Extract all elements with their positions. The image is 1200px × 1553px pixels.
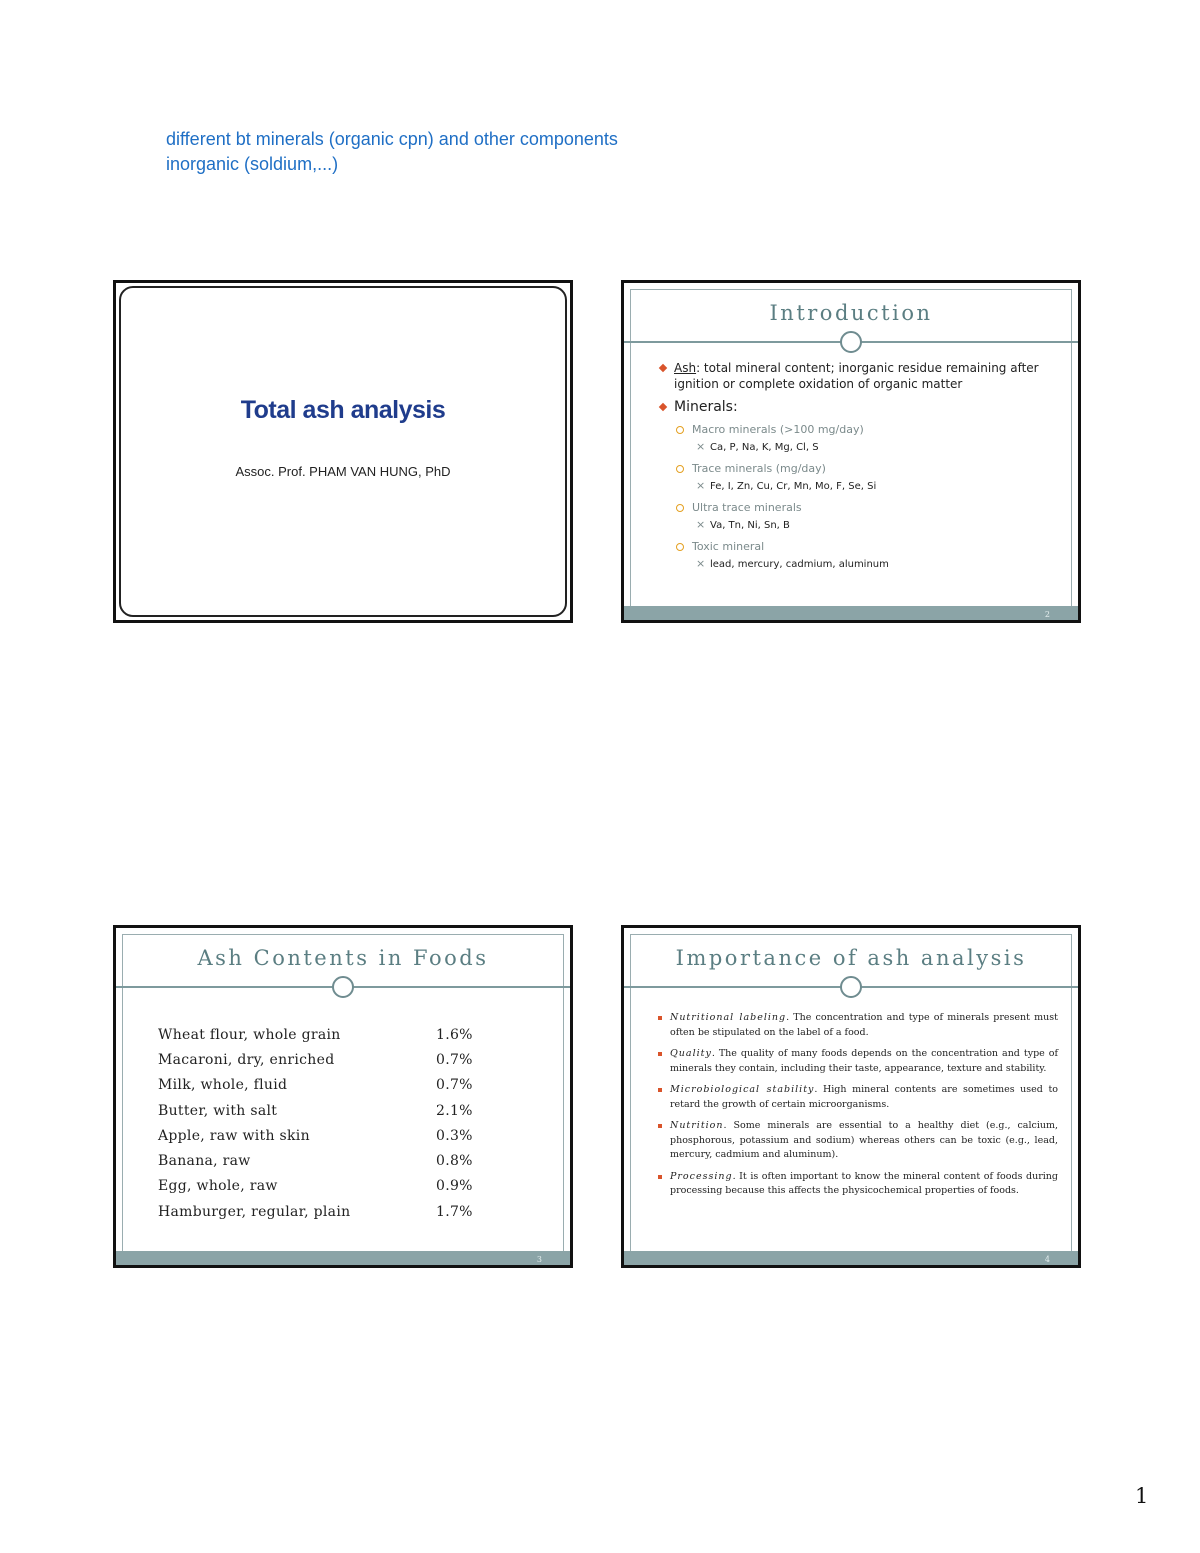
ash-value: 0.7% [436,1051,473,1068]
group-items: × Fe, I, Zn, Cu, Cr, Mn, Mo, F, Se, Si [660,480,1060,494]
item-text: . It is often important to know the mineral content of foods during processing because this affects the physicochemical properties of foods. [670,1170,1058,1196]
food-name: Wheat flour, whole grain [158,1026,341,1043]
bullet-ash [660,360,1060,392]
slide-2-introduction [621,280,1081,623]
list-item [658,1047,1058,1076]
slide-title: Introduction [769,301,933,325]
list-item [658,1083,1058,1112]
slide-title: Ash Contents in Foods [197,946,489,970]
food-name: Milk, whole, fluid [158,1077,288,1094]
slide-number: 4 [1044,1255,1050,1264]
ash-value: 0.3% [436,1127,473,1144]
list-item [658,1011,1058,1040]
table-row [158,1199,496,1224]
bullet-minerals: Minerals: [660,399,1060,415]
ash-term: Ash [674,361,697,375]
slide-3-ash-contents [113,925,573,1268]
group-name: Toxic mineral [660,539,1060,554]
item-text: . High mineral contents are sometimes used to retard the growth of certain microorganisms. [670,1084,1058,1110]
slide-1-title [113,280,573,623]
item-heading: Processing [670,1170,733,1182]
ash-value: 0.8% [436,1153,473,1170]
slide-number: 3 [536,1255,542,1264]
ash-table [158,1022,496,1224]
table-row [158,1148,496,1173]
group-name: Ultra trace minerals [660,500,1060,515]
slide-footer-bar [624,1251,1078,1265]
slide-title: Importance of ash analysis [675,946,1027,970]
divider-circle-icon [840,331,862,353]
slide-title: Total ash analysis [240,396,446,424]
item-heading: Quality [670,1048,712,1059]
importance-list [658,1011,1058,1206]
table-row [158,1073,496,1098]
item-heading: Microbiological stability [670,1084,815,1095]
food-name: Banana, raw [158,1153,251,1170]
item-text: . The quality of many foods depends on the concentration and type of minerals they contain, including their taste, appearance, texture and stability. [670,1048,1058,1074]
page-number: 1 [1135,1484,1149,1508]
ash-value: 1.7% [436,1203,473,1220]
item-text: . The concentration and type of minerals present must often be stipulated on the label of a food. [670,1012,1058,1038]
list-item [658,1170,1058,1199]
intro-content [660,360,1060,578]
group-name: Trace minerals (mg/day) [660,461,1060,476]
food-name: Apple, raw with skin [158,1127,310,1144]
group-items: × lead, mercury, cadmium, aluminum [660,558,1060,572]
list-item [658,1119,1058,1163]
food-name: Egg, whole, raw [158,1178,278,1195]
slide-number: 2 [1044,610,1050,619]
slide-author: Assoc. Prof. PHAM VAN HUNG, PhD [235,464,451,479]
table-row [158,1022,496,1047]
group-items: × Ca, P, Na, K, Mg, Cl, S [660,441,1060,455]
divider-circle-icon [332,976,354,998]
note-line-2: inorganic (soldium,...) [166,154,339,174]
food-name: Hamburger, regular, plain [158,1203,351,1220]
table-row [158,1047,496,1072]
slide-footer-bar [624,606,1078,620]
item-heading: Nutritional labeling [670,1012,787,1023]
group-name: Macro minerals (>100 mg/day) [660,422,1060,437]
handwritten-note [166,127,618,177]
item-text: . Some minerals are essential to a healthy diet (e.g., calcium, phosphorous, potassium and sodium) whereas others can be toxic (e.g., lead, mercury, cadmium and aluminum). [670,1120,1058,1160]
group-items: × Va, Tn, Ni, Sn, B [660,519,1060,533]
slide-4-importance [621,925,1081,1268]
table-row [158,1098,496,1123]
divider-circle-icon [840,976,862,998]
food-name: Butter, with salt [158,1102,278,1119]
ash-value: 0.7% [436,1077,473,1094]
ash-value: 1.6% [436,1026,473,1043]
food-name: Macaroni, dry, enriched [158,1051,335,1068]
ash-definition: : total mineral content; inorganic residue remaining after ignition or complete oxidation of organic matter [674,361,1039,391]
note-line-1: different bt minerals (organic cpn) and other components [166,129,618,149]
ash-value: 2.1% [436,1102,473,1119]
table-row [158,1123,496,1148]
table-row [158,1174,496,1199]
item-heading: Nutrition [670,1120,724,1131]
ash-value: 0.9% [436,1178,473,1195]
slide-footer-bar [116,1251,570,1265]
slide-1-frame [119,286,567,617]
